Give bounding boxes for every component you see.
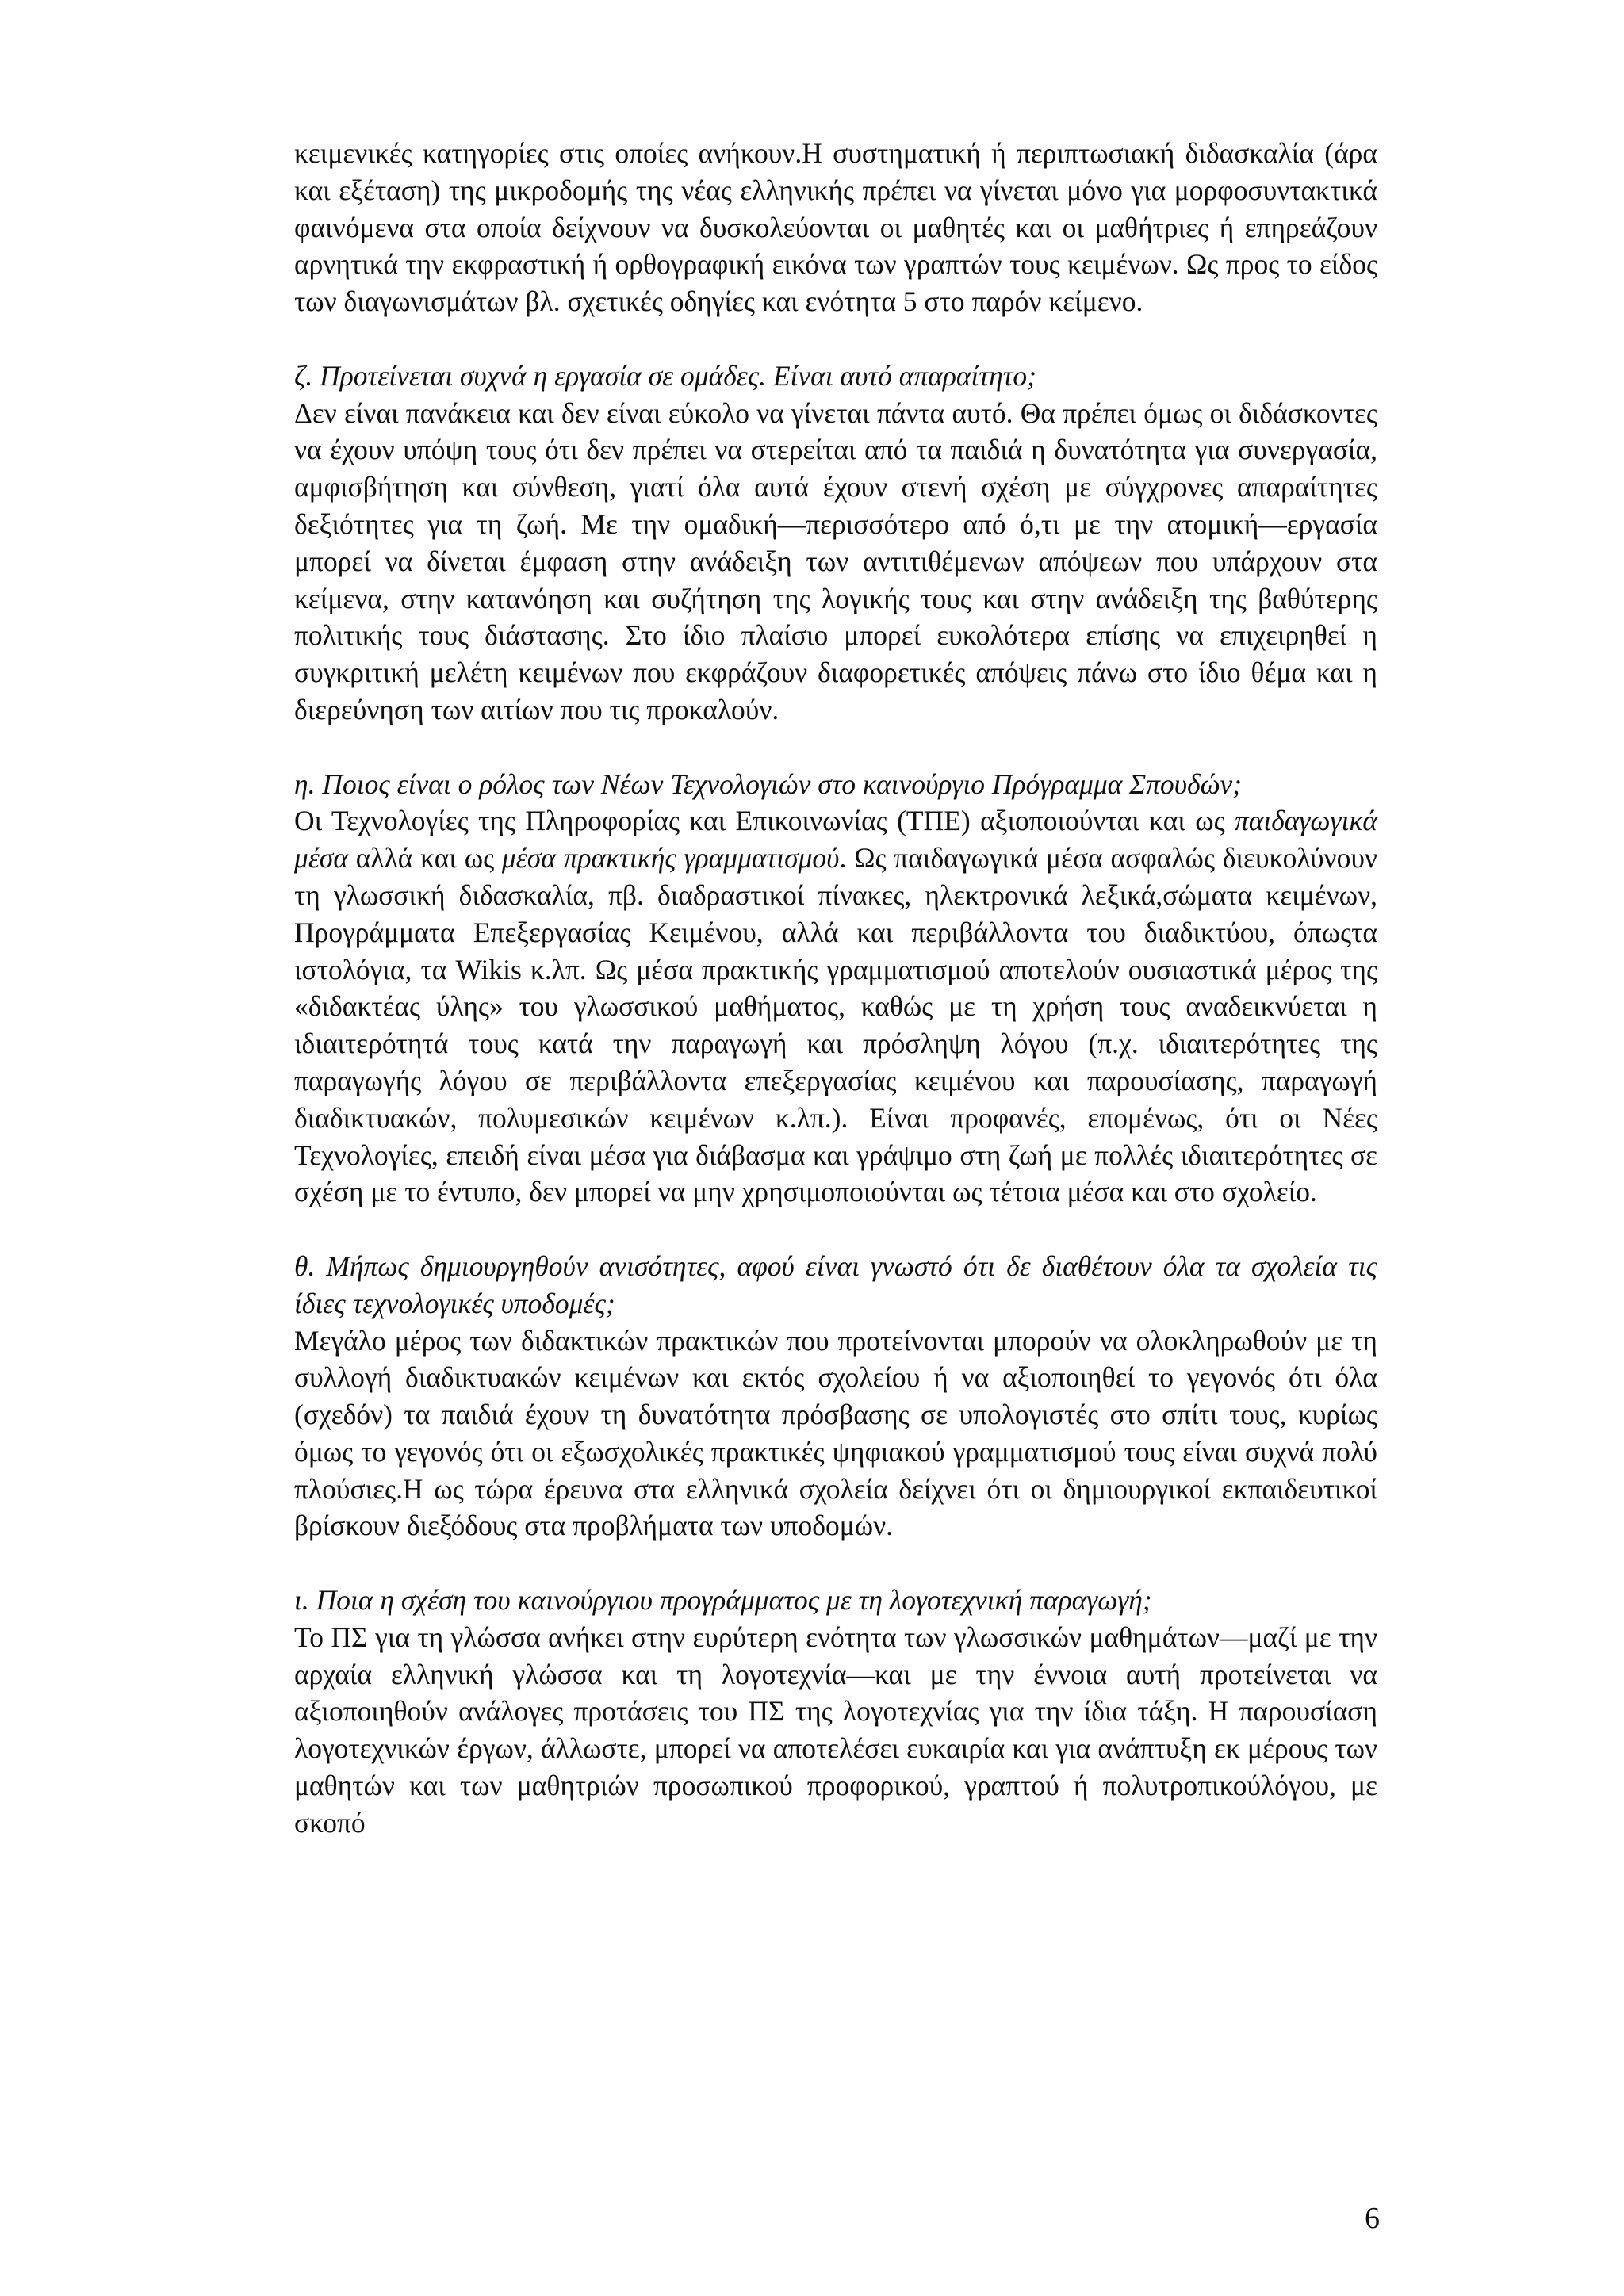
answer-i: Το ΠΣ για τη γλώσσα ανήκει στην ευρύτερη ενότητα των γλωσσικών μαθημάτων—μαζί με την αρχαία ελληνική γλώσσα και τη λογοτεχνία—και με την έννοια αυτή προτείνεται να αξιοποιηθούν ανάλογες προτάσεις του ΠΣ της λογοτεχνίας για την ίδια τάξη. Η παρουσίαση λογοτεχνικών έργων, άλλωστε, μπορεί να αποτελέσει ευκαιρία και για ανάπτυξη εκ μέρους των μαθητών και των μαθητριών προσωπικού προφορικού, γραπτού ή πολυτροπικούλόγου, με σκοπό [294,1621,1377,1839]
spacer [294,320,1377,358]
answer-h [294,802,1377,1211]
answer-h-part3: . Ως παιδαγωγικά μέσα ασφαλώς διευκολύνουν τη γλωσσική διδασκαλία, πβ. διαδραστικοί πίνακες, ηλεκτρονικά λεξικά,σώματα κειμένων, Προγράμματα Επεξεργασίας Κειμένου, αλλά και περιβάλλοντα του διαδικτύου, όπωςτα ιστολόγια, τα Wikis κ.λπ. Ως μέσα πρακτικής γραμματισμού αποτελούν ουσιαστικά μέρος της «διδακτέας ύλης» του γλωσσικού μαθήματος, καθώς με τη χρήση τους αναδεικνύεται η ιδιαιτερότητά τους κατά την παραγωγή και πρόσληψη λόγου (π.χ. ιδιαιτερότητες της παραγωγής λόγου σε περιβάλλοντα επεξεργασίας κειμένου και παρουσίασης, παραγωγή διαδικτυακών, πολυμεσικών κειμένων κ.λπ.). Είναι προφανές, επομένως, ότι οι Νέες Τεχνολογίες, επειδή είναι μέσα για διάβασμα και γράψιμο στη ζωή με πολλές ιδιαιτερότητες σε σχέση με το έντυπο, δεν μπορεί να μην χρησιμοποιούνται ως τέτοια μέσα και στο σχολείο. [294,842,1377,1208]
question-z: ζ. Προτείνεται συχνά η εργασία σε ομάδες. Είναι αυτό απαραίτητο; [294,359,1036,392]
question-th: θ. Μήπως δημιουργηθούν ανισότητες, αφού είναι γνωστό ότι δε διαθέτουν όλα τα σχολεία τις ίδιες τεχνολογικές υποδομές; [294,1249,1377,1319]
answer-th: Μεγάλο μέρος των διδακτικών πρακτικών που προτείνονται μπορούν να ολοκληρωθούν με τη συλλογή διαδικτυακών κειμένων και εκτός σχολείου ή να αξιοποιηθεί το γεγονός ότι όλα (σχεδόν) τα παιδιά έχουν τη δυνατότητα πρόσβασης σε υπολογιστές στο σπίτι τους, κυρίως όμως το γεγονός ότι οι εξωσχολικές πρακτικές ψηφιακού γραμματισμού τους είναι συχνά πολύ πλούσιες.Η ως τώρα έρευνα στα ελληνικά σχολεία δείχνει ότι οι δημιουργικοί εκπαιδευτικοί βρίσκουν διεξόδους στα προβλήματα των υποδομών. [294,1324,1377,1542]
spacer [294,1211,1377,1248]
question-h: η. Ποιος είναι ο ρόλος των Νέων Τεχνολογιών στο καινούργιο Πρόγραμμα Σπουδών; [294,767,1242,800]
document-page [294,135,1377,1842]
page-number: 6 [1365,2202,1380,2235]
question-i: ι. Ποια η σχέση του καινούργιου προγράμματος με τη λογοτεχνική παραγωγή; [294,1584,1152,1617]
answer-h-part2: αλλά και ως [347,842,502,874]
paragraph-intro: κειμενικές κατηγορίες στις οποίες ανήκουν.Η συστηματική ή περιπτωσιακή διδασκαλία (άρα και εξέταση) της μικροδομής της νέας ελληνικής πρέπει να γίνεται μόνο για μορφοσυντακτικά φαινόμενα στα οποία δείχνουν να δυσκολεύονται οι μαθητές και οι μαθήτριες ή επηρεάζουν αρνητικά την εκφραστική ή ορθογραφική εικόνα των γραπτών τους κειμένων. Ως προς το είδος των διαγωνισμάτων βλ. σχετικές οδηγίες και ενότητα 5 στο παρόν κείμενο. [294,137,1377,318]
spacer [294,1544,1377,1582]
answer-h-part1: Οι Τεχνολογίες της Πληροφορίας και Επικοινωνίας (ΤΠΕ) αξιοποιούνται και ως [294,805,1235,837]
answer-z: Δεν είναι πανάκεια και δεν είναι εύκολο να γίνεται πάντα αυτό. Θα πρέπει όμως οι διδάσκοντες να έχουν υπόψη τους ότι δεν πρέπει να στερείται από τα παιδιά η δυνατότητα για συνεργασία, αμφισβήτηση και σύνθεση, γιατί όλα αυτά έχουν στενή σχέση με σύγχρονες απαραίτητες δεξιότητες για τη ζωή. Με την ομαδική—περισσότερο από ό,τι με την ατομική—εργασία μπορεί να δίνεται έμφαση στην ανάδειξη των αντιτιθέμενων απόψεων που υπάρχουν στα κείμενα, στην κατανόηση και συζήτηση της λογικής τους και στην ανάδειξη της βαθύτερης πολιτικής τους διάστασης. Στο ίδιο πλαίσιο μπορεί ευκολότερα επίσης να επιχειρηθεί η συγκριτική μελέτη κειμένων που εκφράζουν διαφορετικές απόψεις πάνω στο ίδιο θέμα και η διερεύνηση των αιτίων που τις προκαλούν. [294,396,1377,725]
answer-h-em1: παιδαγωγικά μέσα [294,805,1377,874]
spacer [294,729,1377,766]
answer-h-em2: μέσα πρακτικής γραμματισμού [501,842,840,874]
